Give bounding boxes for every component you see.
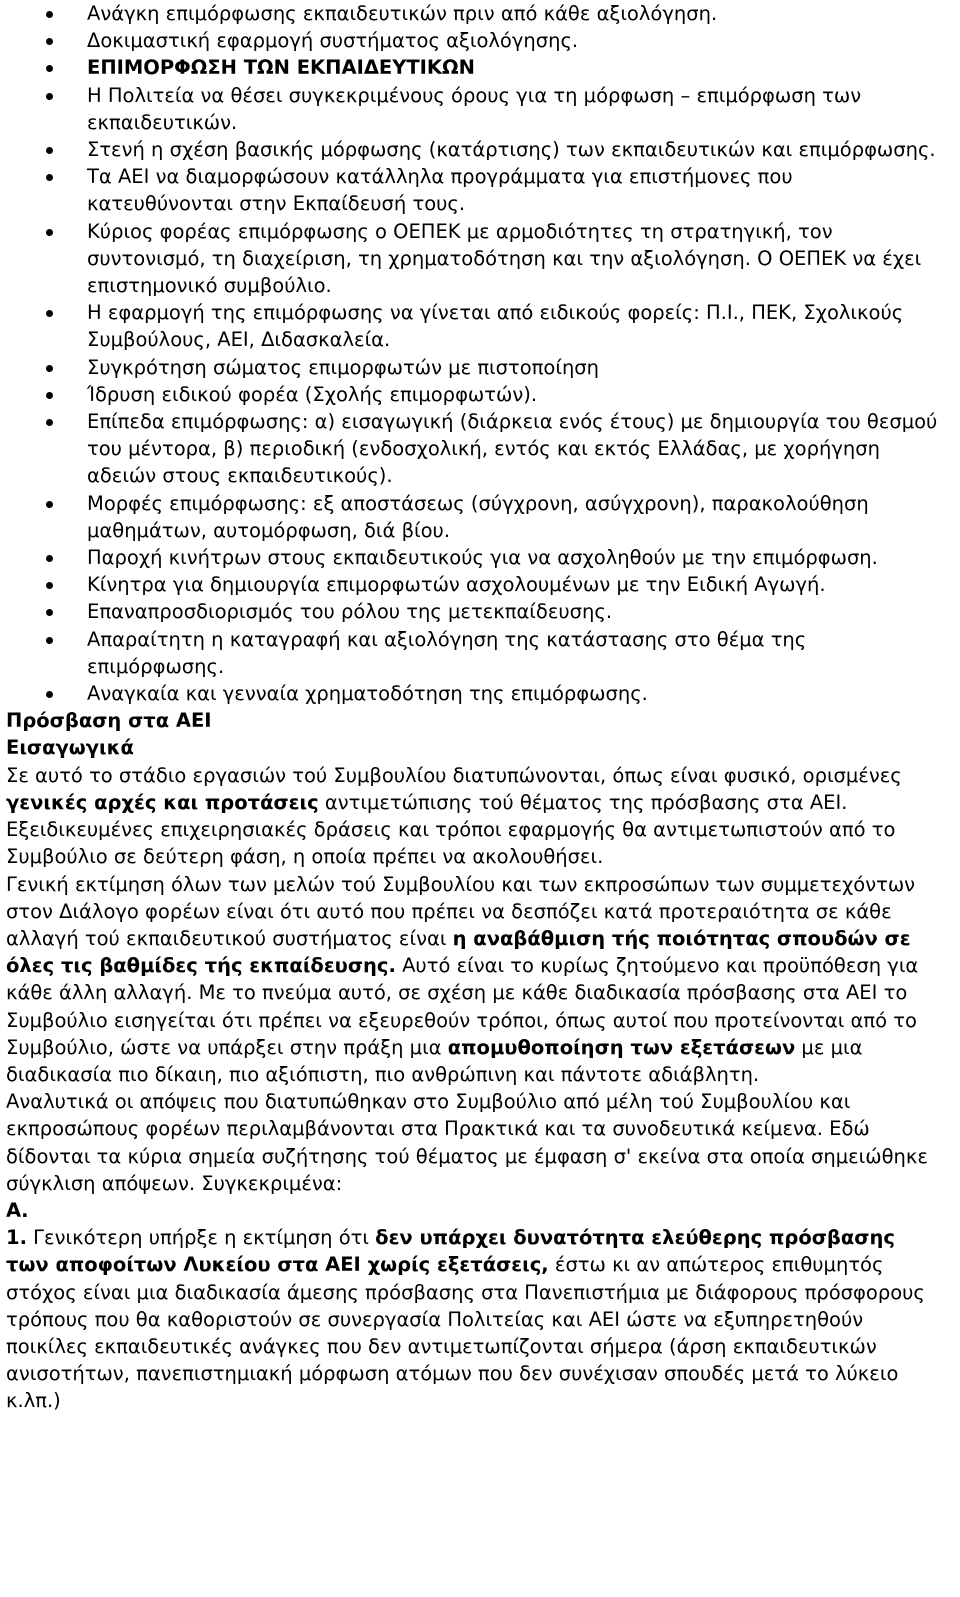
list-item xyxy=(6,544,944,571)
list-item xyxy=(6,408,944,490)
paragraph-text: έστω κι αν απώτερος επιθυμητός στόχος είναι μια διαδικασία άμεσης πρόσβασης στα Πανεπιστήμια με διάφορους πρόσφορους τρόπους που θα καθοριστούν σε συνεργασία Πολιτείας και ΑΕΙ ώστε να εξυπηρετηθούν ποικίλες εκπαιδευτικές ανάγκες που δεν αντιμετωπίζονται σήμερα (άρση εκπαιδευτικών ανισοτήτων, πανεπιστημιακή μόρφωση ατόμων που δεν συνέχισαν σπουδές μετά το λύκειο κ.λπ.) xyxy=(6,1253,925,1413)
list-item xyxy=(6,381,944,408)
bullet-icon xyxy=(46,365,53,372)
bullet-icon xyxy=(46,229,53,236)
bullet-icon xyxy=(46,174,53,181)
list-item xyxy=(6,82,944,136)
bullet-icon xyxy=(46,419,53,426)
subsection-label: Α. xyxy=(6,1198,29,1222)
bullet-list xyxy=(6,0,944,707)
list-item-text: Μορφές επιμόρφωσης: εξ αποστάσεως (σύγχρονη, ασύγχρονη), παρακολούθηση μαθημάτων, αυτομόρφωση, διά βίου. xyxy=(87,491,869,542)
bullet-icon xyxy=(46,310,53,317)
list-item xyxy=(6,27,944,54)
list-item xyxy=(6,299,944,353)
list-item xyxy=(6,0,944,27)
list-item-text: Επίπεδα επιμόρφωσης: α) εισαγωγική (διάρκεια ενός έτους) με δημιουργία του θεσμού του μέντορα, β) περιοδική (ενδοσχολική, εντός και εκτός Ελλάδας, με χορήγηση αδειών στους εκπαιδευτικούς). xyxy=(87,410,938,488)
list-item xyxy=(6,490,944,544)
section-title: Πρόσβαση στα ΑΕΙ xyxy=(6,709,212,733)
paragraph-text: Σε αυτό το στάδιο εργασιών τού Συμβουλίου διατυπώνονται, όπως είναι φυσικό, ορισμένες xyxy=(6,763,902,787)
bullet-icon xyxy=(46,582,53,589)
emphasis-text: γενικές αρχές και προτάσεις xyxy=(6,790,319,814)
list-item xyxy=(6,626,944,680)
emphasis-text: απομυθοποίηση των εξετάσεων xyxy=(447,1035,796,1059)
paragraph-text: Γενική εκτίμηση όλων των μελών τού Συμβουλίου και των εκπροσώπων των συμμετεχόντων στον Διάλογο φορέων είναι ότι αυτό που πρέπει να δεσπόζει κατά προτεραιότητα σε κάθε αλλαγή τού εκπαιδευτικού συστήματος είναι xyxy=(6,872,916,950)
emphasis-text: δεν υπάρχει δυνατότητα ελεύθερης πρόσβασης των αποφοίτων Λυκείου στα ΑΕΙ χωρίς εξετάσεις, xyxy=(6,1226,895,1277)
bullet-icon xyxy=(46,691,53,698)
paragraph-point-1 xyxy=(6,1224,944,1414)
paragraph-text: Αυτό είναι το κυρίως ζητούμενο και προϋπόθεση για κάθε άλλη αλλαγή. Με το πνεύμα αυτό, σε σχέση με κάθε διαδικασία πρόσβασης στα ΑΕΙ το Συμβούλιο εισηγείται ότι πρέπει να εξευρεθούν τρόποι, όπως αυτοί που προτείνονται από το Συμβούλιο, ώστε να υπάρξει στην πράξη μια xyxy=(6,954,919,1059)
list-item-text: Κίνητρα για δημιουργία επιμορφωτών ασχολουμένων με την Ειδική Αγωγή. xyxy=(87,573,826,597)
list-item xyxy=(6,598,944,625)
list-item xyxy=(6,571,944,598)
section-subtitle: Εισαγωγικά xyxy=(6,736,134,760)
bullet-icon xyxy=(46,38,53,45)
point-number: 1. xyxy=(6,1226,27,1250)
list-item-text: Κύριος φορέας επιμόρφωσης ο ΟΕΠΕΚ με αρμοδιότητες τη στρατηγική, τον συντονισμό, τη διαχείριση, τη χρηματοδότηση και την αξιολόγηση. Ο ΟΕΠΕΚ να έχει επιστημονικό συμβούλιο. xyxy=(87,219,922,298)
bullet-icon xyxy=(46,501,53,508)
list-item xyxy=(6,54,944,81)
list-item-text: Στενή η σχέση βασικής μόρφωσης (κατάρτισης) των εκπαιδευτικών και επιμόρφωσης. xyxy=(87,138,936,162)
list-item-text: Δοκιμαστική εφαρμογή συστήματος αξιολόγησης. xyxy=(87,29,579,53)
bullet-icon xyxy=(46,65,53,72)
list-item-text: Η Πολιτεία να θέσει συγκεκριμένους όρους για τη μόρφωση – επιμόρφωση των εκπαιδευτικών. xyxy=(87,83,862,134)
paragraph-text: αντιμετώπισης τού θέματος της πρόσβασης στα ΑΕΙ. Εξειδικευμένες επιχειρησιακές δράσεις και τρόποι εφαρμογής θα αντιμετωπιστούν από το Συμβούλιο σε δεύτερη φάση, η οποία πρέπει να ακολουθήσει. xyxy=(6,790,896,869)
list-item-text: Η εφαρμογή της επιμόρφωσης να γίνεται από ειδικούς φορείς: Π.Ι., ΠΕΚ, Σχολικούς Συμβούλους, ΑΕΙ, Διδασκαλεία. xyxy=(87,301,904,352)
list-item-text: Συγκρότηση σώματος επιμορφωτών με πιστοποίηση xyxy=(87,355,600,379)
bullet-icon xyxy=(46,392,53,399)
paragraph-text: με μια διαδικασία πιο δίκαιη, πιο αξιόπιστη, πιο ανθρώπινη και πάντοτε αδιάβλητη. xyxy=(6,1035,863,1086)
bullet-icon xyxy=(46,147,53,154)
bullet-icon xyxy=(46,555,53,562)
list-item xyxy=(6,680,944,707)
paragraph-intro xyxy=(6,762,944,871)
list-item-text: Ανάγκη επιμόρφωσης εκπαιδευτικών πριν από κάθε αξιολόγηση. xyxy=(87,2,718,25)
bullet-icon xyxy=(46,609,53,616)
list-item xyxy=(6,163,944,217)
list-item xyxy=(6,354,944,381)
list-item-text: Αναγκαία και γενναία χρηματοδότηση της επιμόρφωσης. xyxy=(87,682,648,706)
paragraph-text: Γενικότερη υπήρξε η εκτίμηση ότι xyxy=(26,1226,376,1250)
list-item-text: Παροχή κινήτρων στους εκπαιδευτικούς για να ασχοληθούν με την επιμόρφωση. xyxy=(87,546,878,570)
list-item-text: Τα ΑΕΙ να διαμορφώσουν κατάλληλα προγράμματα για επιστήμονες που κατευθύνονται στην Εκπαίδευσή τους. xyxy=(87,165,793,216)
emphasis-text: η αναβάθμιση τής ποιότητας σπουδών σε όλες τις βαθμίδες τής εκπαίδευσης. xyxy=(6,926,911,978)
paragraph-details: Αναλυτικά οι απόψεις που διατυπώθηκαν στο Συμβούλιο από μέλη τού Συμβουλίου και εκπροσώπους φορέων περιλαμβάνονται στα Πρακτικά και τα συνοδευτικά κείμενα. Εδώ δίδονται τα κύρια σημεία συζήτησης τού θέματος με έμφαση σ' εκείνα στα οποία σημειώθηκε σύγκλιση απόψεων. Συγκεκριμένα: xyxy=(6,1090,928,1195)
paragraph-assessment xyxy=(6,871,944,1089)
bullet-icon xyxy=(46,11,53,18)
bullet-icon xyxy=(46,93,53,100)
bullet-icon xyxy=(46,637,53,644)
list-item-text: Ίδρυση ειδικού φορέα (Σχολής επιμορφωτών). xyxy=(87,382,538,406)
list-item-text: Επαναπροσδιορισμός του ρόλου της μετεκπαίδευσης. xyxy=(87,600,613,624)
list-item xyxy=(6,136,944,163)
list-item-text: Απαραίτητη η καταγραφή και αξιολόγηση της κατάστασης στο θέμα της επιμόρφωσης. xyxy=(87,627,807,678)
list-item-heading: ΕΠΙΜΟΡΦΩΣΗ ΤΩΝ ΕΚΠΑΙΔΕΥΤΙΚΩΝ xyxy=(87,56,475,80)
list-item xyxy=(6,218,944,300)
